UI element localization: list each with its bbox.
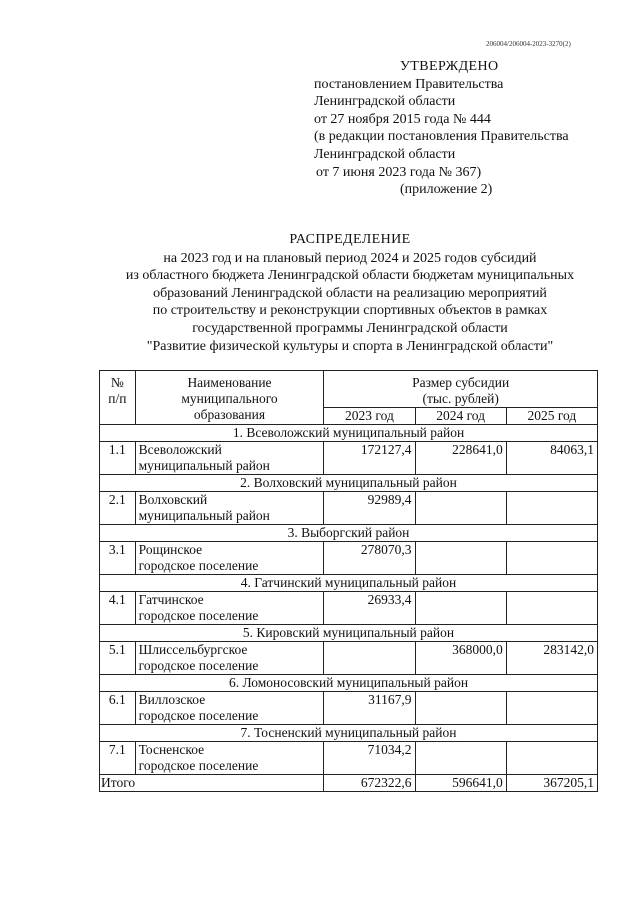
municipality-name (135, 642, 324, 675)
document-title (100, 231, 600, 355)
subsidy-v2025: 283142,0 (506, 642, 597, 675)
district-row (100, 525, 598, 542)
approval-line: от 7 июня 2023 года № 367) (316, 164, 482, 180)
district-row (100, 475, 598, 492)
title-heading: РАСПРЕДЕЛЕНИЕ (289, 232, 411, 247)
table-row (100, 592, 598, 625)
table-row (100, 692, 598, 725)
header-subsidy-size: Размер субсидии (тыс. рублей) (324, 371, 598, 408)
table-header-row (100, 371, 598, 408)
header-name: Наименование муниципального образования (135, 371, 324, 425)
municipality-name-line: Виллозское (138, 692, 206, 707)
approval-heading: УТВЕРЖДЕНО (400, 59, 499, 74)
municipality-name-line: Гатчинское (138, 592, 204, 607)
approval-line: Ленинградской области (314, 146, 456, 162)
municipality-name-line: Шлиссельбургское (138, 642, 248, 657)
title-line: из областного бюджета Ленинградской области бюджетам муниципальных (125, 268, 575, 284)
subsidy-v2024 (415, 692, 506, 725)
title-line: образований Ленинградской области на реализацию мероприятий (153, 285, 547, 301)
subsidy-v2025 (506, 592, 597, 625)
municipality-name (135, 542, 324, 575)
subsidy-v2025: 84063,1 (506, 442, 597, 475)
title-line: "Развитие физической культуры и спорта в Ленинградской области" (146, 338, 554, 354)
district-title: 2. Волховский муниципальный район (100, 475, 598, 492)
subsidy-v2023: 26933,4 (324, 592, 415, 625)
subsidy-v2023: 31167,9 (324, 692, 415, 725)
subsidy-v2023: 172127,4 (324, 442, 415, 475)
row-number: 6.1 (100, 692, 136, 725)
table-row (100, 492, 598, 525)
district-title: 3. Выборгский район (100, 525, 598, 542)
municipality-name-line: Тосненское (138, 742, 205, 757)
table-row (100, 642, 598, 675)
district-row (100, 725, 598, 742)
municipality-name-line: городское поселение (138, 658, 259, 673)
subsidy-v2025 (506, 492, 597, 525)
subsidy-v2025 (506, 692, 597, 725)
title-line: по строительству и реконструкции спортивных объектов в рамках (152, 303, 548, 319)
municipality-name (135, 742, 324, 775)
subsidy-v2025 (506, 542, 597, 575)
header-year-2023: 2023 год (324, 408, 415, 425)
district-title: 7. Тосненский муниципальный район (100, 725, 598, 742)
title-line: государственной программы Ленинградской области (192, 320, 508, 336)
header-num: № п/п (100, 371, 136, 425)
subsidy-v2024 (415, 492, 506, 525)
row-number: 7.1 (100, 742, 136, 775)
district-row (100, 625, 598, 642)
subsidy-v2025 (506, 742, 597, 775)
municipality-name-line: городское поселение (138, 758, 259, 773)
district-row (100, 675, 598, 692)
municipality-name-line: Всеволожский (138, 442, 222, 457)
municipality-name (135, 692, 324, 725)
total-v2024: 596641,0 (415, 775, 506, 792)
municipality-name-line: муниципальный район (138, 508, 270, 523)
table-row (100, 542, 598, 575)
municipality-name-line: городское поселение (138, 708, 259, 723)
subsidy-v2024: 228641,0 (415, 442, 506, 475)
district-title: 5. Кировский муниципальный район (100, 625, 598, 642)
approval-line: Ленинградской области (314, 94, 456, 110)
row-number: 5.1 (100, 642, 136, 675)
subsidy-v2023: 92989,4 (324, 492, 415, 525)
subsidy-v2023: 278070,3 (324, 542, 415, 575)
district-title: 4. Гатчинский муниципальный район (100, 575, 598, 592)
row-number: 1.1 (100, 442, 136, 475)
municipality-name (135, 442, 324, 475)
table-row (100, 742, 598, 775)
district-title: 1. Всеволожский муниципальный район (100, 425, 598, 442)
subsidy-v2024: 368000,0 (415, 642, 506, 675)
subsidy-v2024 (415, 592, 506, 625)
document-id: 206004/206004-2023-3270(2) (486, 40, 571, 48)
municipality-name-line: городское поселение (138, 608, 259, 623)
total-row (100, 775, 598, 792)
row-number: 2.1 (100, 492, 136, 525)
subsidy-table (99, 370, 598, 792)
header-year-2024: 2024 год (415, 408, 506, 425)
district-row (100, 425, 598, 442)
subsidy-v2023 (324, 642, 415, 675)
approval-line: от 27 ноября 2015 года № 444 (314, 111, 491, 127)
municipality-name (135, 592, 324, 625)
subsidy-v2024 (415, 542, 506, 575)
municipality-name-line: Волховский (138, 492, 208, 507)
district-title: 6. Ломоносовский муниципальный район (100, 675, 598, 692)
row-number: 4.1 (100, 592, 136, 625)
municipality-name-line: городское поселение (138, 558, 259, 573)
district-row (100, 575, 598, 592)
municipality-name (135, 492, 324, 525)
total-label: Итого (100, 775, 324, 792)
title-line: на 2023 год и на плановый период 2024 и 2025 годов субсидий (163, 250, 537, 266)
municipality-name-line: Рощинское (138, 542, 203, 557)
header-year-2025: 2025 год (506, 408, 597, 425)
approval-block (314, 58, 569, 199)
table-row (100, 442, 598, 475)
municipality-name-line: муниципальный район (138, 458, 270, 473)
approval-line: (в редакции постановления Правительства (314, 129, 569, 145)
total-v2025: 367205,1 (506, 775, 597, 792)
subsidy-v2023: 71034,2 (324, 742, 415, 775)
total-v2023: 672322,6 (324, 775, 415, 792)
approval-line: (приложение 2) (400, 182, 493, 198)
row-number: 3.1 (100, 542, 136, 575)
approval-line: постановлением Правительства (314, 76, 504, 92)
subsidy-v2024 (415, 742, 506, 775)
